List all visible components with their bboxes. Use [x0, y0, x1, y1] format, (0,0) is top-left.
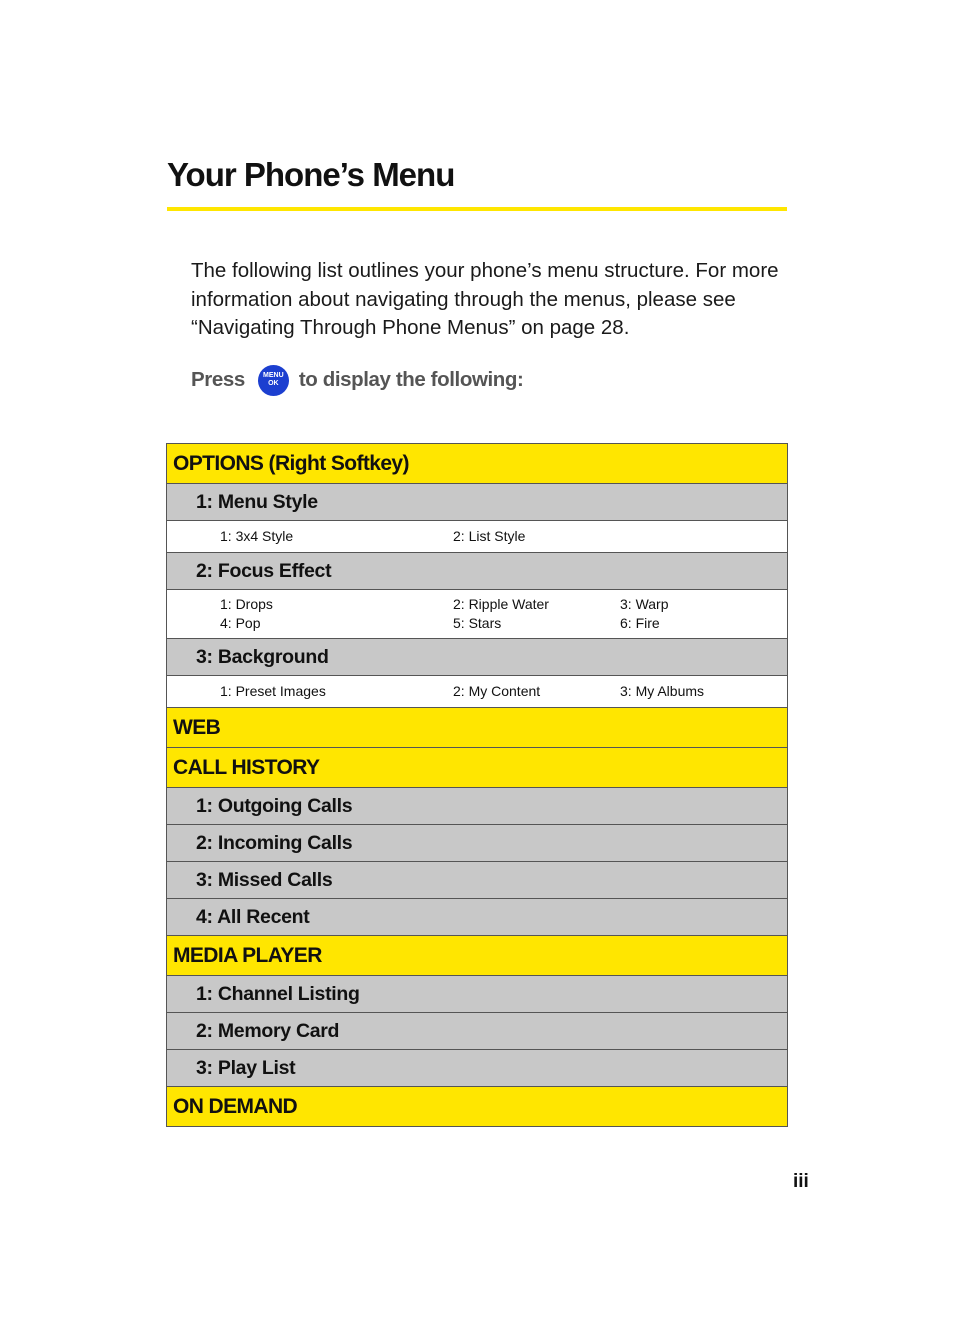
menu-call-history: CALL HISTORY	[167, 748, 787, 788]
page-title: Your Phone’s Menu	[167, 156, 455, 193]
submenu-missed-calls: 3: Missed Calls	[167, 862, 787, 899]
option-item: 3: Warp	[620, 596, 669, 612]
option-item: 2: My Content	[453, 683, 541, 699]
menu-style-options	[167, 521, 787, 553]
option-item: 4: Pop	[220, 615, 261, 631]
submenu-play-list: 3: Play List	[167, 1050, 787, 1087]
menu-on-demand: ON DEMAND	[167, 1087, 787, 1127]
option-item: 1: Drops	[220, 596, 273, 612]
menu-key-bottom-label: OK	[268, 380, 279, 387]
submenu-outgoing-calls: 1: Outgoing Calls	[167, 788, 787, 825]
menu-web: WEB	[167, 708, 787, 748]
submenu-memory-card: 2: Memory Card	[167, 1013, 787, 1050]
option-item: 3: My Albums	[620, 683, 705, 699]
menu-ok-key-icon	[258, 365, 289, 396]
menu-options: OPTIONS (Right Softkey)	[167, 444, 787, 484]
submenu-focus-effect: 2: Focus Effect	[167, 553, 787, 590]
submenu-background: 3: Background	[167, 639, 787, 676]
submenu-channel-listing: 1: Channel Listing	[167, 976, 787, 1013]
menu-key-top-label: MENU	[263, 372, 284, 379]
option-item: 1: 3x4 Style	[220, 528, 294, 544]
submenu-all-recent: 4: All Recent	[167, 899, 787, 936]
press-instruction	[191, 364, 523, 396]
menu-media-player: MEDIA PLAYER	[167, 936, 787, 976]
intro-paragraph: The following list outlines your phone’s menu structure. For more information about navigating through the menus, please see “Navigating Through Phone Menus” on page 28.	[191, 259, 779, 339]
option-item: 2: List Style	[453, 528, 526, 544]
option-item: 2: Ripple Water	[453, 596, 549, 612]
focus-effect-options	[167, 590, 787, 639]
page-number: iii	[793, 1171, 809, 1192]
background-options	[167, 676, 787, 708]
press-suffix: to display the following:	[298, 368, 524, 391]
submenu-incoming-calls: 2: Incoming Calls	[167, 825, 787, 862]
option-item: 1: Preset Images	[220, 683, 326, 699]
press-label: Press	[191, 368, 245, 391]
option-item: 6: Fire	[620, 615, 660, 631]
submenu-menu-style: 1: Menu Style	[167, 484, 787, 521]
title-rule	[167, 207, 787, 211]
menu-table	[166, 443, 788, 1127]
option-item: 5: Stars	[453, 615, 502, 631]
